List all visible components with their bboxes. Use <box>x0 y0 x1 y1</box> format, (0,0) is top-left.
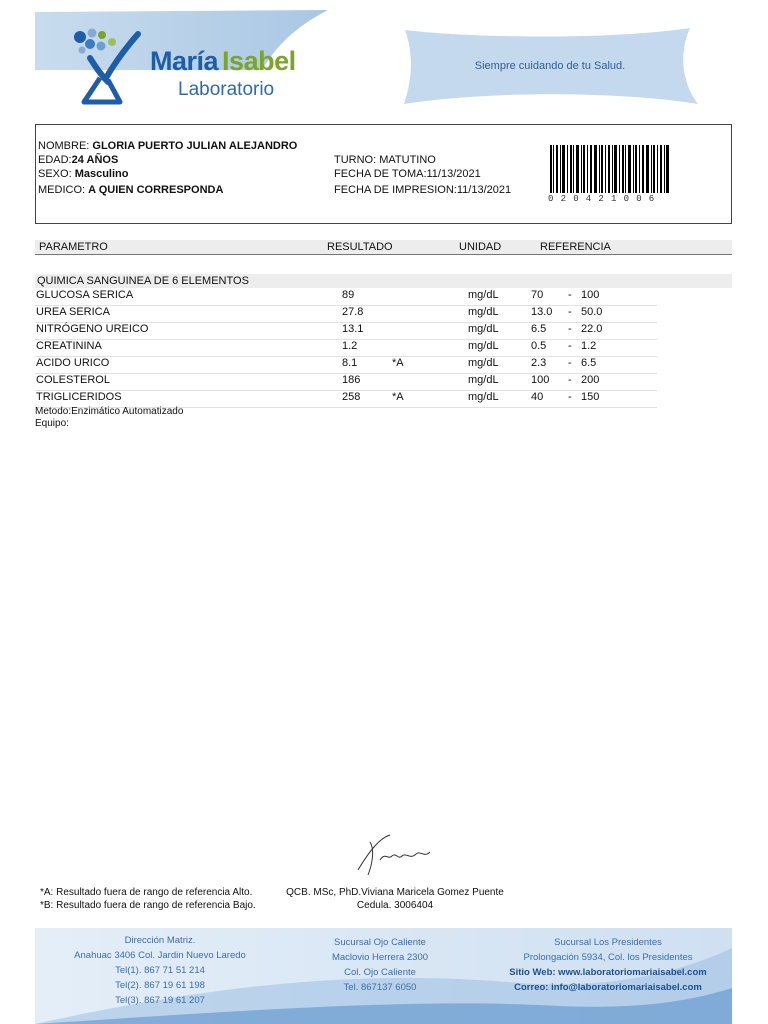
branch1-street: Maclovio Herrera 2300 <box>331 952 429 963</box>
brand-subtitle: Laboratorio <box>178 79 275 100</box>
row-ref-low: 70 <box>531 289 544 301</box>
main-office-address: Anahuac 3406 Col. Jardin Nuevo Laredo <box>74 950 246 961</box>
print-date: FECHA DE IMPRESION:11/13/2021 <box>334 184 512 196</box>
row-ref-low: 40 <box>531 391 544 403</box>
row-result: 258 <box>342 391 361 403</box>
brand-name-first: María <box>150 46 219 76</box>
equipment-note: Equipo: <box>35 418 69 429</box>
row-result: 8.1 <box>342 357 358 369</box>
row-unit: mg/dL <box>468 323 499 335</box>
row-unit: mg/dL <box>468 374 499 386</box>
main-office-tel3: Tel(3). 867 19 61 207 <box>115 995 205 1006</box>
footer-branch-presidentes <box>478 935 738 995</box>
row-unit: mg/dL <box>468 357 499 369</box>
header-result: RESULTADO <box>327 241 393 253</box>
row-ref-dash: - <box>568 357 572 369</box>
row-parameter: GLUCOSA SERICA <box>36 289 134 301</box>
header-parameter: PARAMETRO <box>39 241 108 253</box>
main-office-title: Dirección Matriz. <box>124 935 196 946</box>
row-ref-high: 200 <box>581 374 600 386</box>
table-row <box>35 339 657 357</box>
patient-age-line <box>38 153 118 167</box>
row-ref-high: 6.5 <box>581 357 597 369</box>
table-row <box>35 288 657 306</box>
results-table-header <box>35 240 732 255</box>
row-ref-low: 6.5 <box>531 323 547 335</box>
row-result: 27.8 <box>342 306 364 318</box>
header-reference: REFERENCIA <box>540 241 611 253</box>
main-office-tel1: Tel(1). 867 71 51 214 <box>115 965 205 976</box>
footer-branch-ojo-caliente <box>300 935 460 995</box>
brand-name <box>150 46 296 77</box>
legend-high: *A: Resultado fuera de rango de referencia Alto. <box>40 887 253 898</box>
method-note: Metodo:Enzimático Automatizado <box>35 406 184 417</box>
row-ref-dash: - <box>568 374 572 386</box>
patient-sex: Masculino <box>74 168 129 180</box>
lab-flask-logo-icon <box>68 26 148 110</box>
branch2-title: Sucursal Los Presidentes <box>554 937 662 948</box>
branch1-col: Col. Ojo Caliente <box>344 967 416 978</box>
slogan: Siempre cuidando de tu Salud. <box>474 60 626 72</box>
table-row <box>35 322 657 340</box>
shift: TURNO: MATUTINO <box>334 154 436 166</box>
row-parameter: NITRÓGENO UREICO <box>36 323 149 335</box>
legend-low: *B: Resultado fuera de rango de referencia Bajo. <box>40 900 256 911</box>
patient-age-label: EDAD: <box>38 154 72 166</box>
row-parameter: COLESTEROL <box>36 374 110 386</box>
row-flag: *A <box>392 391 404 403</box>
row-unit: mg/dL <box>468 340 499 352</box>
row-ref-dash: - <box>568 306 572 318</box>
row-result: 89 <box>342 289 355 301</box>
handwritten-signature <box>350 830 440 880</box>
brand-name-second: Isabel <box>222 46 296 76</box>
row-parameter: CREATININA <box>36 340 102 352</box>
row-ref-low: 0.5 <box>531 340 547 352</box>
row-parameter: ACIDO URICO <box>36 357 110 369</box>
signer-name: QCB. MSc, PhD.Viviana Maricela Gomez Puente <box>286 887 504 898</box>
email-link[interactable]: Correo: info@laboratoriomariaisabel.com <box>514 982 702 993</box>
row-ref-low: 2.3 <box>531 357 547 369</box>
row-ref-low: 13.0 <box>531 306 553 318</box>
row-ref-high: 22.0 <box>581 323 603 335</box>
row-ref-high: 50.0 <box>581 306 603 318</box>
header-unit: UNIDAD <box>459 241 502 253</box>
row-ref-high: 1.2 <box>581 340 597 352</box>
patient-sex-line <box>38 167 128 181</box>
patient-sex-label: SEXO: <box>38 168 72 180</box>
patient-doctor-label: MEDICO: <box>38 184 86 196</box>
barcode-number: 020421006 <box>548 194 662 204</box>
website-link[interactable]: Sitio Web: www.laboratoriomariaisabel.com <box>509 967 707 978</box>
footer-main-office <box>40 933 280 1008</box>
sample-date: FECHA DE TOMA:11/13/2021 <box>334 168 481 180</box>
row-ref-dash: - <box>568 391 572 403</box>
row-unit: mg/dL <box>468 391 499 403</box>
table-row <box>35 305 657 323</box>
row-ref-high: 150 <box>581 391 600 403</box>
main-office-tel2: Tel(2). 867 19 61 198 <box>115 980 205 991</box>
patient-doctor-line <box>38 183 223 197</box>
patient-name: GLORIA PUERTO JULIAN ALEJANDRO <box>92 140 298 152</box>
section-title-bar <box>35 274 732 288</box>
row-ref-high: 100 <box>581 289 600 301</box>
barcode <box>550 145 670 193</box>
patient-name-label: NOMBRE: <box>38 140 90 152</box>
row-result: 186 <box>342 374 361 386</box>
row-flag: *A <box>392 357 404 369</box>
table-row <box>35 373 657 391</box>
patient-doctor: A QUIEN CORRESPONDA <box>88 184 224 196</box>
row-parameter: UREA SERICA <box>36 306 110 318</box>
signer-license: Cedula. 3006404 <box>356 900 434 911</box>
section-title: QUIMICA SANGUINEA DE 6 ELEMENTOS <box>37 275 249 287</box>
row-parameter: TRIGLICERIDOS <box>36 391 122 403</box>
row-unit: mg/dL <box>468 306 499 318</box>
branch1-title: Sucursal Ojo Caliente <box>334 937 426 948</box>
patient-name-line <box>38 139 297 153</box>
row-result: 13.1 <box>342 323 364 335</box>
row-ref-dash: - <box>568 289 572 301</box>
row-ref-dash: - <box>568 340 572 352</box>
branch2-address: Prolongación 5934, Col. los Presidentes <box>523 952 693 963</box>
row-ref-low: 100 <box>531 374 550 386</box>
patient-age: 24 AÑOS <box>71 154 119 166</box>
row-ref-dash: - <box>568 323 572 335</box>
branch1-tel: Tel. 867137 6050 <box>343 982 417 993</box>
row-result: 1.2 <box>342 340 358 352</box>
row-unit: mg/dL <box>468 289 499 301</box>
table-row <box>35 356 657 374</box>
